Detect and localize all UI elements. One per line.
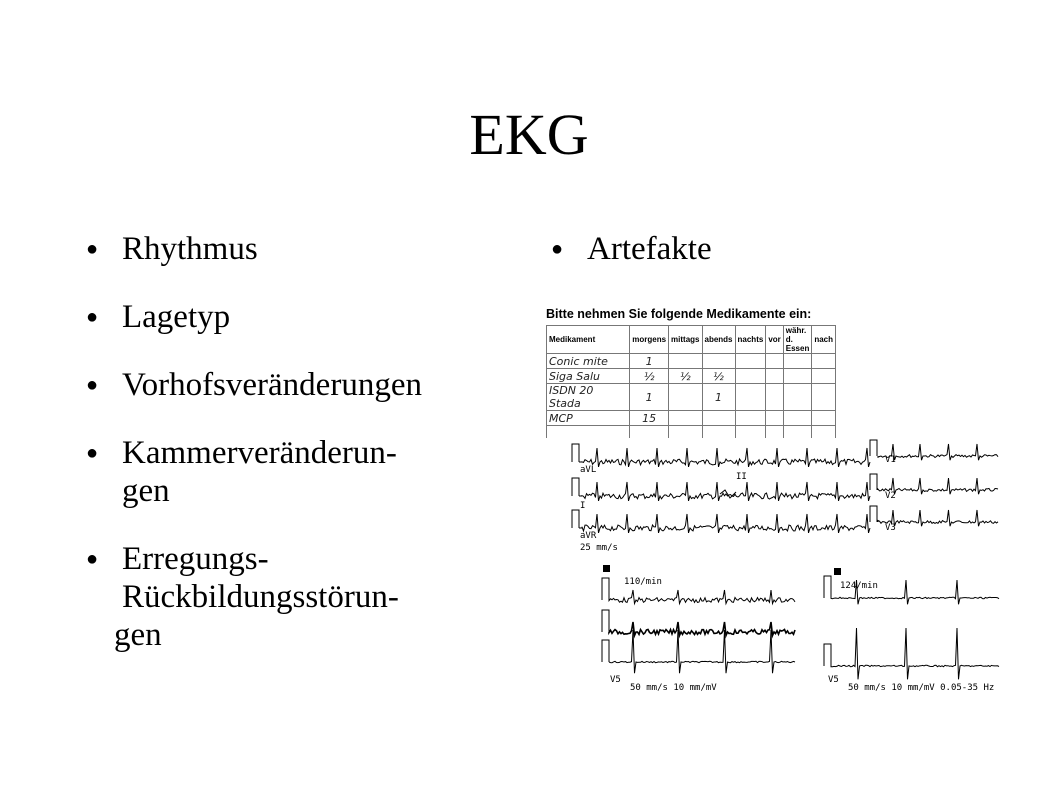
ecg-trace xyxy=(582,448,870,467)
table-cell: 1 xyxy=(702,384,735,411)
ecg-strip-svg xyxy=(598,562,798,694)
ecg-trace xyxy=(870,440,877,456)
lead-label: I xyxy=(580,501,586,511)
bullet-icon: ● xyxy=(86,306,99,328)
table-cell xyxy=(766,369,783,384)
table-cell: Siga Salu xyxy=(547,369,630,384)
ecg-trace xyxy=(609,622,795,636)
ecg-strip-svg xyxy=(818,562,1002,694)
list-item xyxy=(86,434,536,510)
table-cell xyxy=(783,411,812,426)
table-cell: ½ xyxy=(702,369,735,384)
heart-rate-label: 110/min xyxy=(624,577,662,587)
table-cell: 15 xyxy=(630,411,669,426)
column-header: mittags xyxy=(669,326,702,354)
table-cell: 1 xyxy=(630,384,669,411)
table-header-row xyxy=(547,326,836,354)
slide-title: EKG xyxy=(469,102,589,167)
ecg-traces xyxy=(824,576,999,679)
ecg-trace xyxy=(602,640,609,662)
list-item-label: Artefakte xyxy=(587,231,712,267)
ecg-trace xyxy=(824,576,831,598)
table-cell: Conic mite xyxy=(547,354,630,369)
table-row xyxy=(547,411,836,426)
medication-card-image xyxy=(540,307,840,425)
list-item-label: Kammerveränderun- xyxy=(122,435,397,471)
table-cell xyxy=(783,384,812,411)
ecg-trace xyxy=(831,580,999,604)
ecg-trace xyxy=(824,644,831,666)
bullet-icon: ● xyxy=(86,548,99,570)
ecg-trace xyxy=(602,610,609,632)
table-cell xyxy=(812,384,836,411)
ecg-strip-artifact xyxy=(540,438,1000,556)
lead-label: II xyxy=(736,472,747,482)
ecg-strip-svg xyxy=(540,438,1000,556)
list-item-label: Vorhofsveränderungen xyxy=(122,367,422,403)
ecg-trace xyxy=(878,510,998,526)
list-item-label-continuation: gen xyxy=(114,617,162,653)
table-cell xyxy=(766,354,783,369)
column-header: nach xyxy=(812,326,836,354)
ecg-traces xyxy=(572,440,998,533)
list-item-label: Erregungs- xyxy=(122,541,269,577)
lead-label: V5 xyxy=(610,675,621,685)
bullet-icon: ● xyxy=(86,442,99,464)
table-cell xyxy=(669,354,702,369)
table-cell: ½ xyxy=(630,369,669,384)
ecg-trace xyxy=(609,630,795,673)
list-item-label: Rhythmus xyxy=(122,231,258,267)
table-cell xyxy=(669,384,702,411)
ecg-trace xyxy=(572,444,582,462)
marker-square-icon xyxy=(834,568,841,575)
table-cell xyxy=(735,369,766,384)
ecg-trace xyxy=(870,506,877,522)
ecg-strip-left xyxy=(598,562,798,694)
table-cell: 1 xyxy=(630,354,669,369)
list-item-label-continuation: gen xyxy=(122,473,170,509)
lead-label: V3 xyxy=(885,523,896,533)
ecg-trace xyxy=(878,478,998,494)
list-item xyxy=(86,366,536,404)
table-row xyxy=(547,384,836,411)
table-cell xyxy=(702,411,735,426)
table-row xyxy=(547,369,836,384)
ecg-trace xyxy=(609,590,795,604)
ecg-trace xyxy=(602,578,609,600)
ecg-traces xyxy=(602,578,795,673)
lead-label: V1 xyxy=(885,455,896,465)
marker-square-icon xyxy=(603,565,610,572)
lead-label: aVL xyxy=(580,465,597,475)
artifact-list xyxy=(551,230,851,268)
table-cell xyxy=(783,354,812,369)
table-cell xyxy=(735,384,766,411)
column-header: Medikament xyxy=(547,326,630,354)
scale-label: 50 mm/s 10 mm/mV 0.05-35 Hz xyxy=(848,683,995,693)
bullet-icon: ● xyxy=(86,374,99,396)
table-cell: ½ xyxy=(669,369,702,384)
table-cell: ISDN 20 Stada xyxy=(547,384,630,411)
column-header: vor xyxy=(766,326,783,354)
ecg-trace xyxy=(831,628,999,679)
bullet-icon: ● xyxy=(551,238,564,260)
table-cell xyxy=(812,411,836,426)
table-cell xyxy=(783,369,812,384)
medication-table xyxy=(546,325,836,441)
ecg-trace xyxy=(572,510,582,528)
list-item xyxy=(86,540,536,654)
column-header: nachts xyxy=(735,326,766,354)
lead-label: aVR xyxy=(580,531,597,541)
table-cell xyxy=(669,411,702,426)
bullet-icon: ● xyxy=(86,238,99,260)
list-item-label-continuation: Rückbildungsstörun- xyxy=(122,579,399,615)
ecg-strip-right xyxy=(818,562,1002,694)
scale-label: 50 mm/s 10 mm/mV xyxy=(630,683,717,693)
ecg-trace xyxy=(572,478,582,496)
heart-rate-label: 124/min xyxy=(840,581,878,591)
list-item xyxy=(86,298,536,336)
topic-list xyxy=(86,230,536,684)
table-cell xyxy=(812,354,836,369)
table-cell xyxy=(766,384,783,411)
list-item-label: Lagetyp xyxy=(122,299,231,335)
table-cell xyxy=(812,369,836,384)
table-cell xyxy=(702,354,735,369)
medication-card-heading: Bitte nehmen Sie folgende Medikamente ein: xyxy=(546,307,812,321)
table-cell: MCP xyxy=(547,411,630,426)
column-header: abends xyxy=(702,326,735,354)
ecg-trace xyxy=(878,444,998,460)
lead-label: V5 xyxy=(828,675,839,685)
table-cell xyxy=(735,354,766,369)
paper-speed-label: 25 mm/s xyxy=(580,543,618,553)
column-header: währ. d. Essen xyxy=(783,326,812,354)
table-cell xyxy=(735,411,766,426)
column-header: morgens xyxy=(630,326,669,354)
list-item xyxy=(86,230,536,268)
list-item xyxy=(551,230,851,268)
table-cell xyxy=(766,411,783,426)
ecg-trace xyxy=(582,514,870,533)
table-row xyxy=(547,354,836,369)
ecg-trace xyxy=(870,474,877,490)
lead-label: V2 xyxy=(885,491,896,501)
